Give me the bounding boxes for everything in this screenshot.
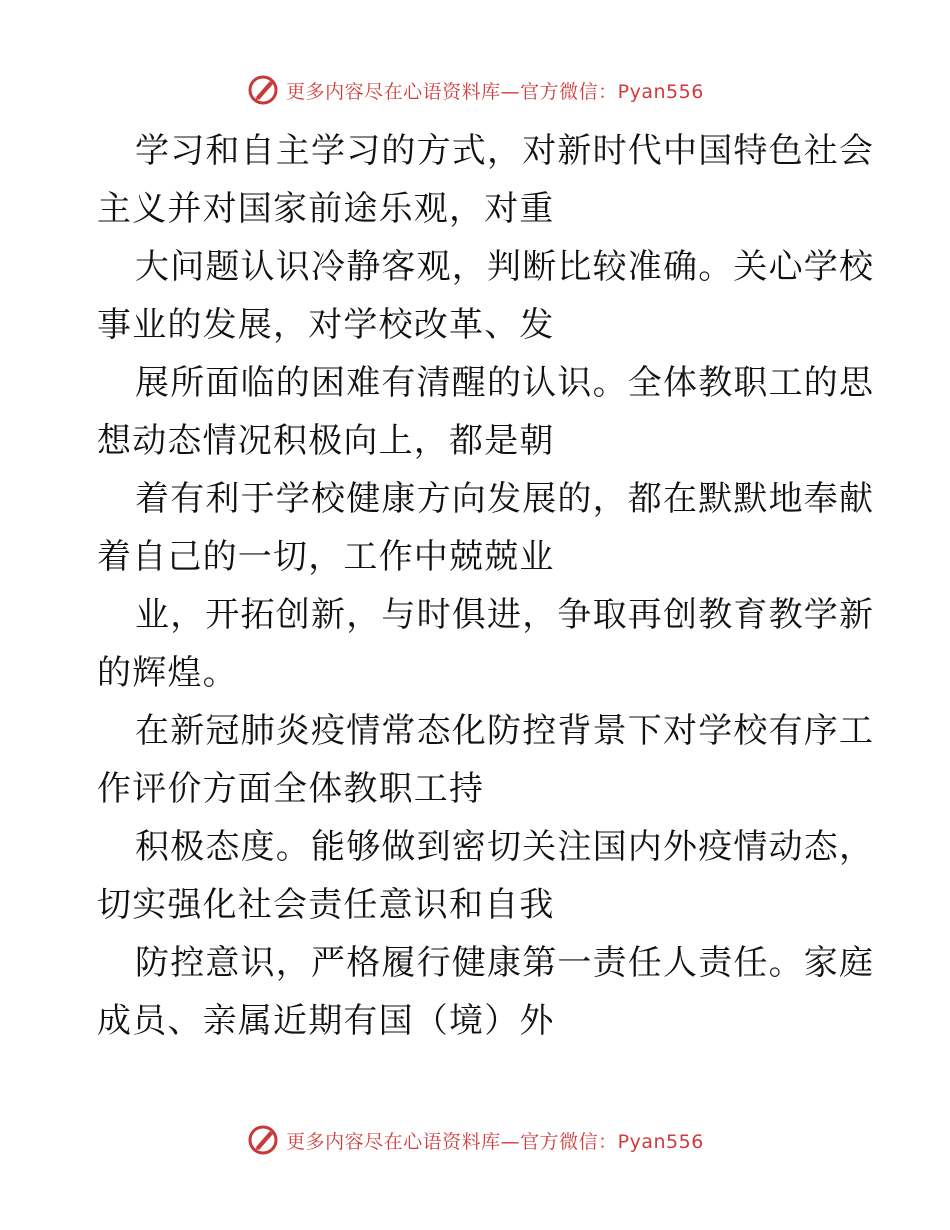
paragraph-line: 想动态情况积极向上，都是朝	[97, 421, 555, 461]
paragraph	[97, 818, 875, 934]
paragraph-line: 在新冠肺炎疫情常态化防控背景下对学校有序工	[135, 711, 875, 751]
paragraph	[97, 122, 875, 238]
paragraph	[97, 354, 875, 470]
paragraph-line: 积极态度。能够做到密切关注国内外疫情动态，	[135, 827, 875, 867]
paragraph-line: 主义并对国家前途乐观，对重	[97, 189, 555, 229]
footer-banner-text: 更多内容尽在心语资料库—官方微信：Pyan556	[286, 1130, 704, 1153]
paragraph-line: 事业的发展，对学校改革、发	[97, 305, 555, 345]
paragraph-line: 展所面临的困难有清醒的认识。全体教职工的思	[135, 363, 875, 403]
document-body	[97, 122, 875, 1050]
paragraph-line: 大问题认识冷静客观，判断比较准确。关心学校	[135, 247, 875, 287]
footer-banner	[0, 1120, 950, 1160]
paragraph	[97, 238, 875, 354]
paragraph-line: 成员、亲属近期有国（境）外	[97, 1001, 555, 1041]
paragraph-line: 着自己的一切，工作中兢兢业	[97, 537, 555, 577]
paragraph-line: 作评价方面全体教职工持	[97, 769, 485, 809]
seal-pen-logo-icon	[246, 1123, 280, 1157]
header-banner	[0, 70, 950, 110]
paragraph-line: 防控意识，严格履行健康第一责任人责任。家庭	[135, 943, 875, 983]
paragraph-line: 的辉煌。	[97, 653, 238, 693]
seal-pen-logo-icon	[246, 73, 280, 107]
paragraph-line: 学习和自主学习的方式，对新时代中国特色社会	[135, 131, 875, 171]
paragraph	[97, 470, 875, 586]
paragraph-line: 业，开拓创新，与时俱进，争取再创教育教学新	[135, 595, 875, 635]
paragraph-line: 切实强化社会责任意识和自我	[97, 885, 555, 925]
paragraph	[97, 934, 875, 1050]
paragraph	[97, 586, 875, 702]
header-banner-text: 更多内容尽在心语资料库—官方微信：Pyan556	[286, 80, 704, 103]
paragraph-line: 着有利于学校健康方向发展的，都在默默地奉献	[135, 479, 875, 519]
paragraph	[97, 702, 875, 818]
